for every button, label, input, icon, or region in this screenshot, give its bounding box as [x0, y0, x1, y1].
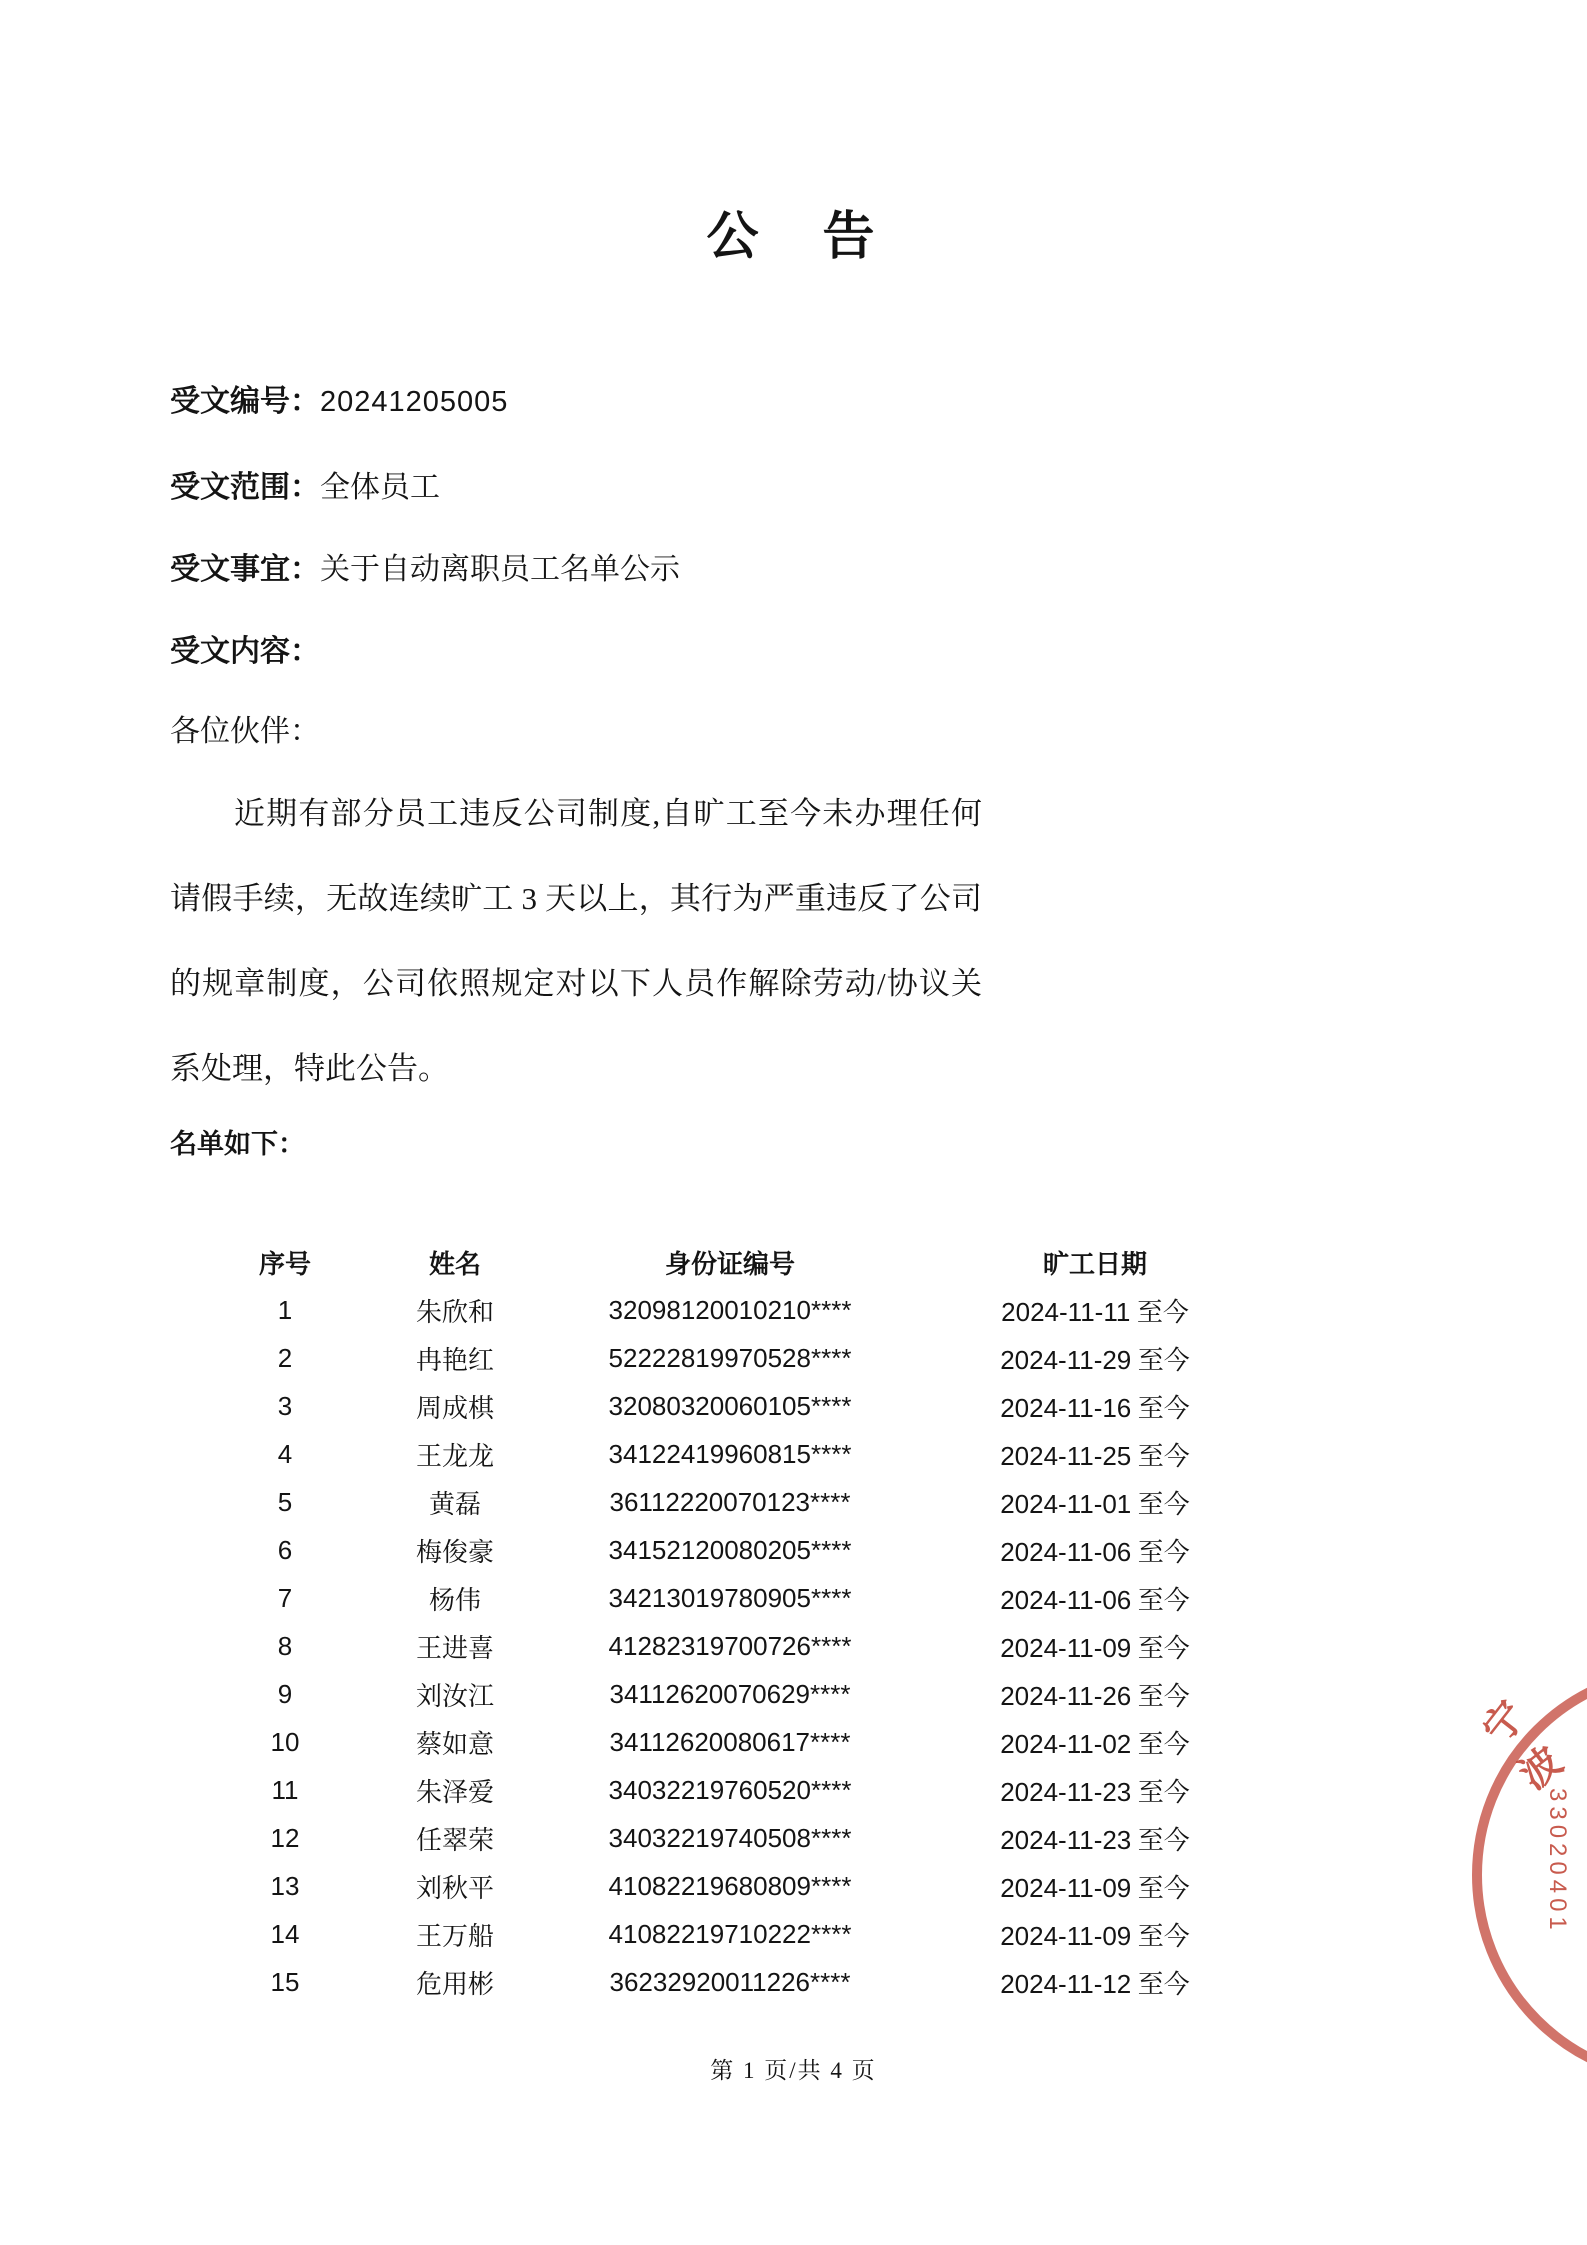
cell-index: 11 — [271, 1774, 299, 1805]
cell-index: 10 — [270, 1726, 300, 1757]
cell-absence-date — [920, 1814, 1270, 1862]
cell-id-number: 32080320060105**** — [608, 1390, 852, 1421]
cell-absence-date — [920, 1670, 1270, 1718]
col-header-absence-date: 旷工日期 — [1042, 1249, 1147, 1279]
absence-date-suffix: 至今 — [1137, 1825, 1190, 1855]
absence-date-suffix: 至今 — [1137, 1489, 1190, 1519]
field-label-doc-content: 受文内容： — [170, 635, 320, 668]
field-doc-scope — [170, 462, 440, 506]
table-header-row — [200, 1238, 1270, 1286]
table-row — [200, 1334, 1270, 1382]
absence-date-suffix: 至今 — [1137, 1345, 1190, 1375]
table-row — [200, 1286, 1270, 1334]
absence-start-date: 2024-11-16 — [1000, 1392, 1132, 1423]
cell-index: 5 — [277, 1486, 293, 1517]
cell-id-number: 41082219710222**** — [608, 1918, 852, 1949]
employee-table — [200, 1238, 1270, 2006]
cell-name: 朱泽爱 — [415, 1777, 494, 1807]
absence-start-date: 2024-11-09 — [1000, 1632, 1132, 1663]
cell-name: 黄磊 — [428, 1489, 481, 1519]
cell-absence-date — [920, 1286, 1270, 1334]
table-row — [200, 1718, 1270, 1766]
absence-date-suffix: 至今 — [1137, 1729, 1190, 1759]
cell-index: 4 — [277, 1438, 293, 1469]
field-value-doc-subject: 关于自动离职员工名单公示 — [320, 553, 680, 586]
cell-index: 9 — [277, 1678, 293, 1709]
cell-absence-date — [920, 1478, 1270, 1526]
table-row — [200, 1958, 1270, 2006]
absence-date-suffix: 至今 — [1137, 1585, 1190, 1615]
cell-absence-date — [920, 1622, 1270, 1670]
absence-start-date: 2024-11-06 — [1000, 1584, 1132, 1615]
cell-id-number: 41282319700726**** — [608, 1630, 852, 1661]
table-row — [200, 1670, 1270, 1718]
cell-index: 3 — [277, 1390, 293, 1421]
cell-id-number: 41082219680809**** — [608, 1870, 852, 1901]
cell-absence-date — [920, 1430, 1270, 1478]
cell-name: 朱欣和 — [415, 1297, 494, 1327]
table-row — [200, 1622, 1270, 1670]
cell-absence-date — [920, 1334, 1270, 1382]
col-header-id-number: 身份证编号 — [664, 1249, 795, 1279]
absence-start-date: 2024-11-26 — [1000, 1680, 1132, 1711]
cell-index: 15 — [270, 1966, 300, 1997]
table-row — [200, 1526, 1270, 1574]
field-label-doc-scope: 受文范围： — [170, 471, 320, 504]
cell-name: 冉艳红 — [415, 1345, 494, 1375]
seal-serial-number: 33020401 — [1544, 1788, 1571, 1935]
cell-name: 王进喜 — [415, 1633, 494, 1663]
absence-start-date: 2024-11-09 — [1000, 1920, 1132, 1951]
absence-date-suffix: 至今 — [1137, 1393, 1190, 1423]
cell-id-number: 34112620070629**** — [609, 1678, 851, 1709]
absence-date-suffix: 至今 — [1137, 1969, 1190, 1999]
cell-name: 杨伟 — [428, 1585, 481, 1615]
absence-date-suffix: 至今 — [1137, 1633, 1190, 1663]
absence-date-suffix: 至今 — [1137, 1921, 1190, 1951]
cell-absence-date — [920, 1574, 1270, 1622]
cell-name: 刘汝江 — [415, 1681, 494, 1711]
cell-absence-date — [920, 1718, 1270, 1766]
absence-date-suffix: 至今 — [1136, 1297, 1189, 1327]
cell-name: 王万船 — [415, 1921, 494, 1951]
absence-start-date: 2024-11-29 — [1000, 1344, 1132, 1375]
table-row — [200, 1478, 1270, 1526]
col-header-index: 序号 — [258, 1249, 311, 1279]
table-row — [200, 1574, 1270, 1622]
cell-absence-date — [920, 1862, 1270, 1910]
cell-index: 14 — [270, 1918, 300, 1949]
table-row — [200, 1814, 1270, 1862]
cell-id-number: 32098120010210**** — [608, 1294, 852, 1325]
cell-index: 12 — [270, 1822, 300, 1853]
cell-id-number: 34152120080205**** — [608, 1534, 852, 1565]
col-header-name: 姓名 — [428, 1249, 481, 1279]
page-number: 第 1 页/共 4 页 — [710, 2058, 877, 2083]
seal-arc-char: 波 — [1511, 1737, 1571, 1798]
cell-absence-date — [920, 1382, 1270, 1430]
field-doc-content — [170, 626, 320, 670]
cell-id-number: 52222819970528**** — [608, 1342, 852, 1373]
absence-start-date: 2024-11-02 — [1000, 1728, 1132, 1759]
absence-start-date: 2024-11-23 — [1000, 1776, 1132, 1807]
cell-index: 7 — [277, 1582, 293, 1613]
field-value-doc-scope: 全体员工 — [320, 471, 440, 504]
field-doc-subject — [170, 544, 680, 588]
field-doc-number — [170, 376, 508, 420]
cell-id-number: 36112220070123**** — [609, 1486, 851, 1517]
table-row — [200, 1910, 1270, 1958]
absence-date-suffix: 至今 — [1137, 1681, 1190, 1711]
cell-name: 梅俊豪 — [415, 1537, 494, 1567]
cell-id-number: 34032219760520**** — [608, 1774, 852, 1805]
body-paragraph: 近期有部分员工违反公司制度,自旷工至今未办理任何请假手续，无故连续旷工 3 天以上，其行为严重违反了公司的规章制度，公司依照规定对以下人员作解除劳动/协议关系处理，特此公告。 — [170, 796, 982, 1086]
cell-id-number: 36232920011226**** — [609, 1966, 851, 1997]
cell-id-number: 34122419960815**** — [608, 1438, 852, 1469]
table-body — [200, 1286, 1270, 2006]
absence-date-suffix: 至今 — [1137, 1537, 1190, 1567]
cell-id-number: 34213019780905**** — [608, 1582, 852, 1613]
field-label-doc-number: 受文编号： — [170, 385, 320, 418]
absence-start-date: 2024-11-09 — [1000, 1872, 1132, 1903]
cell-absence-date — [920, 1958, 1270, 2006]
cell-index: 1 — [277, 1294, 293, 1325]
cell-name: 蔡如意 — [415, 1729, 494, 1759]
table-row — [200, 1382, 1270, 1430]
cell-index: 2 — [277, 1342, 293, 1373]
cell-id-number: 34112620080617**** — [609, 1726, 851, 1757]
cell-absence-date — [920, 1526, 1270, 1574]
cell-id-number: 34032219740508**** — [608, 1822, 852, 1853]
table-row — [200, 1862, 1270, 1910]
field-value-doc-number: 20241205005 — [320, 386, 509, 418]
cell-index: 6 — [277, 1534, 293, 1565]
salutation: 各位伙伴： — [170, 715, 320, 748]
absence-start-date: 2024-11-06 — [1000, 1536, 1132, 1567]
seal-circle-border — [1472, 1665, 1587, 2085]
seal-arc-char: 宁 — [1474, 1692, 1535, 1752]
absence-date-suffix: 至今 — [1137, 1873, 1190, 1903]
absence-start-date: 2024-11-23 — [1000, 1824, 1132, 1855]
absence-date-suffix: 至今 — [1137, 1441, 1190, 1471]
absence-start-date: 2024-11-12 — [1000, 1968, 1132, 1999]
cell-name: 王龙龙 — [415, 1441, 494, 1471]
table-row — [200, 1430, 1270, 1478]
cell-name: 危用彬 — [415, 1969, 494, 1999]
cell-index: 13 — [270, 1870, 300, 1901]
cell-name: 任翠荣 — [415, 1825, 494, 1855]
absence-start-date: 2024-11-25 — [1000, 1440, 1132, 1471]
cell-absence-date — [920, 1766, 1270, 1814]
list-heading: 名单如下： — [170, 1129, 305, 1159]
absence-start-date: 2024-11-11 — [1001, 1296, 1131, 1327]
cell-name: 刘秋平 — [415, 1873, 494, 1903]
cell-name: 周成棋 — [415, 1393, 494, 1423]
cell-index: 8 — [277, 1630, 293, 1661]
field-label-doc-subject: 受文事宜： — [170, 553, 320, 586]
cell-absence-date — [920, 1910, 1270, 1958]
page-title: 公 告 — [706, 209, 881, 266]
absence-date-suffix: 至今 — [1137, 1777, 1190, 1807]
table-row — [200, 1766, 1270, 1814]
absence-start-date: 2024-11-01 — [1000, 1488, 1132, 1519]
